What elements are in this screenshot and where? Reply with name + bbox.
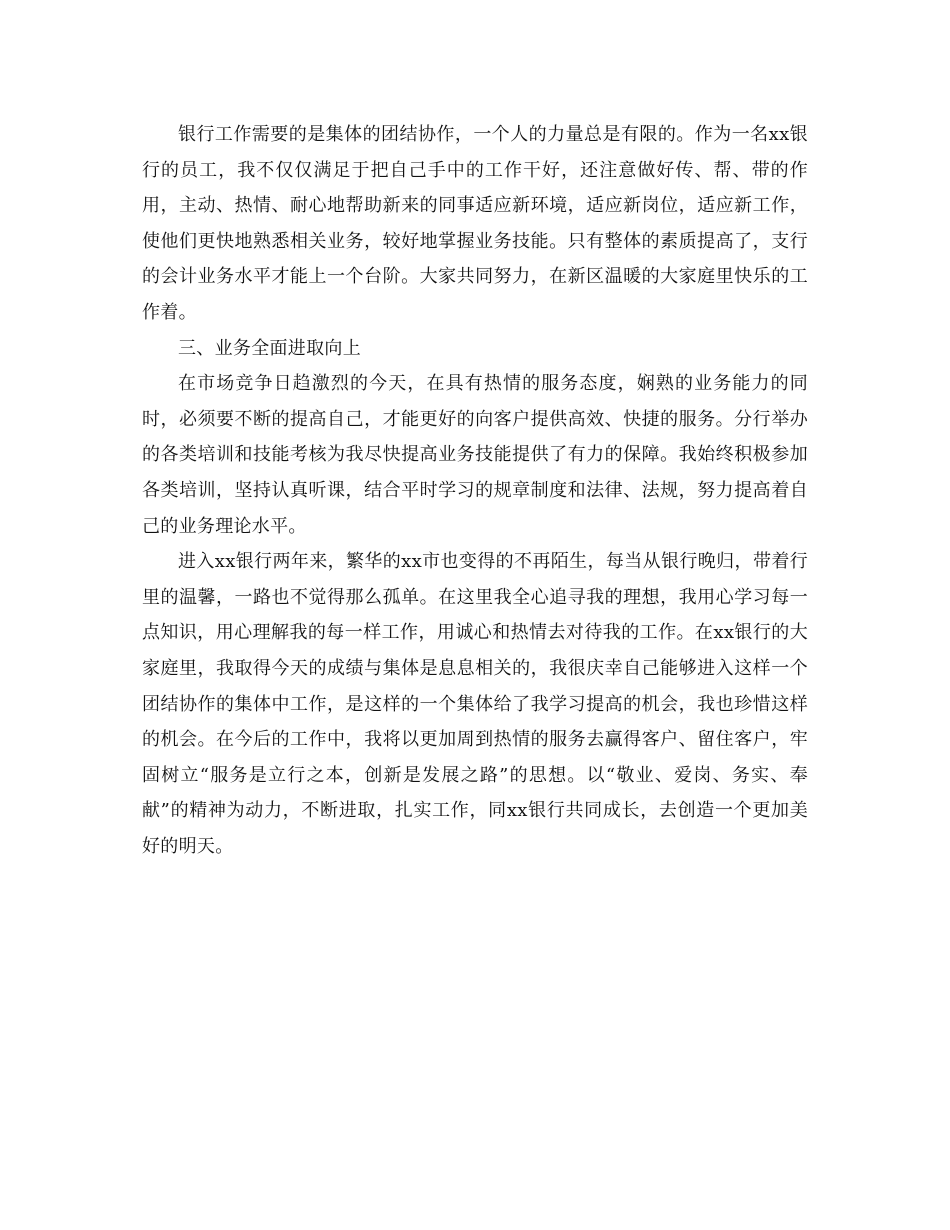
paragraph-teamwork: 银行工作需要的是集体的团结协作，一个人的力量总是有限的。作为一名xx银行的员工，我不仅仅满足于把自己手中的工作干好，还注意做好传、帮、带的作用，主动、热情、耐心地帮助新来的同事适应新环境，适应新岗位，适应新工作，使他们更快地熟悉相关业务，较好地掌握业务技能。只有整体的素质提高了，支行的会计业务水平才能上一个台阶。大家共同努力，在新区温暖的大家庭里快乐的工作着。 bbox=[142, 124, 808, 323]
paragraph-conclusion: 进入xx银行两年来，繁华的xx市也变得的不再陌生，每当从银行晚归，带着行里的温馨，一路也不觉得那么孤单。在这里我全心追寻我的理想，我用心学习每一点知识，用心理解我的每一样工作，用诚心和热情去对待我的工作。在xx银行的大家庭里，我取得今天的成绩与集体是息息相关的，我很庆幸自己能够进入这样一个团结协作的集体中工作，是这样的一个集体给了我学习提高的机会，我也珍惜这样的机会。在今后的工作中，我将以更加周到热情的服务去赢得客户、留住客户，牢固树立“服务是立行之本，创新是发展之路”的思想。以“敬业、爱岗、务实、奉献”的精神为动力，不断进取，扎实工作，同xx银行共同成长，去创造一个更加美好的明天。 bbox=[142, 551, 808, 857]
document-body bbox=[142, 117, 808, 864]
section-heading: 三、业务全面进取向上 bbox=[178, 337, 361, 359]
paragraph-training: 在市场竞争日趋激烈的今天，在具有热情的服务态度，娴熟的业务能力的同时，必须要不断的提高自己，才能更好的向客户提供高效、快捷的服务。分行举办的各类培训和技能考核为我尽快提高业务技能提供了有力的保障。我始终积极参加各类培训，坚持认真听课，结合平时学习的规章制度和法律、法规，努力提高着自己的业务理论水平。 bbox=[142, 373, 808, 537]
